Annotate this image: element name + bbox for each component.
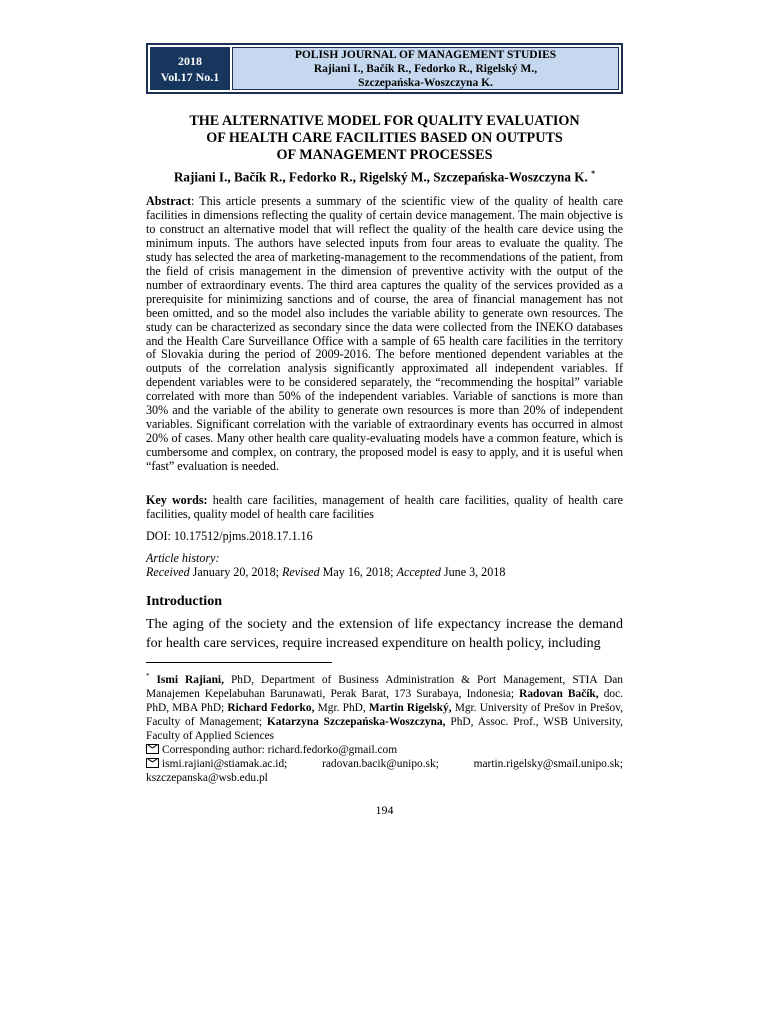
keywords — [146, 494, 623, 522]
abstract-label: Abstract — [146, 194, 192, 208]
journal-header — [146, 43, 623, 94]
journal-info-box — [232, 47, 619, 90]
title-line-2: OF HEALTH CARE FACILITIES BASED ON OUTPUTS — [206, 130, 563, 146]
footnote-author-1: Ismi Rajiani, — [156, 673, 224, 686]
header-authors-line2: Szczepańska-Woszczyna K. — [358, 76, 493, 89]
received-label: Received — [146, 564, 190, 579]
footnote-author-5: Katarzyna Szczepańska-Woszczyna, — [266, 715, 446, 728]
article-history — [146, 552, 623, 580]
introduction-heading: Introduction — [146, 594, 222, 609]
accepted-date: June 3, 2018 — [440, 564, 506, 579]
author-emails: ismi.rajiani@stiamak.ac.id; radovan.bacik@unipo.sk; martin.rigelsky@smail.unipo.sk; kszczepanska@wsb.edu.pl — [146, 757, 623, 784]
footnote-author-2-info: doc. PhD, MBA PhD; — [146, 687, 623, 714]
keywords-label: Key words: — [146, 493, 208, 507]
introduction-text: The aging of the society and the extension of life expectancy increase the demand for health care services, require increased expenditure on health policy, including — [146, 617, 623, 651]
page-number: 194 — [375, 803, 394, 817]
paper-title — [146, 113, 623, 164]
history-label: Article history: — [146, 551, 220, 565]
envelope-icon — [146, 744, 159, 754]
envelope-icon — [146, 758, 159, 768]
title-line-1: THE ALTERNATIVE MODEL FOR QUALITY EVALUATION — [189, 113, 580, 129]
abstract — [146, 195, 623, 474]
history-separator: ; — [390, 564, 397, 579]
author-footnote-mark: * — [591, 169, 596, 178]
accepted-label: Accepted — [396, 564, 441, 579]
issue-volume: Vol.17 No.1 — [160, 69, 220, 84]
footnote-mark: * — [146, 672, 150, 680]
footnote-author-4: Martin Rigelský, — [368, 701, 452, 714]
revised-label: Revised — [282, 564, 320, 579]
footnote-author-4-info: Mgr. University of Prešov in Prešov, Faculty of Management; — [146, 701, 623, 728]
corresponding-author: Corresponding author: richard.fedorko@gmail.com — [162, 743, 398, 756]
author-names: Rajiani I., Bačík R., Fedorko R., Rigelský M., Szczepańska-Woszczyna K. — [173, 169, 588, 185]
footnote-author-3: Richard Fedorko, — [227, 701, 315, 714]
title-line-3: OF MANAGEMENT PROCESSES — [276, 147, 493, 163]
revised-date: May 16, 2018 — [319, 564, 391, 579]
author-footnote — [146, 669, 623, 785]
author-list — [146, 169, 623, 185]
keywords-text: health care facilities, management of health care facilities, quality of health care facilities, quality model of health care facilities — [146, 493, 623, 521]
issue-box — [150, 47, 230, 90]
received-date: January 20, 2018; — [189, 564, 283, 579]
footnote-author-5-info: PhD, Assoc. Prof., WSB University, Faculty of Applied Sciences — [146, 715, 624, 742]
footnote-author-2: Radovan Bačík, — [519, 687, 599, 700]
doi: DOI: 10.17512/pjms.2018.17.1.16 — [146, 529, 313, 543]
journal-name: POLISH JOURNAL OF MANAGEMENT STUDIES — [294, 48, 557, 61]
issue-year: 2018 — [178, 53, 202, 68]
footnote-author-1-info: PhD, Department of Business Administration & Port Management, STIA Dan Manajemen Kepelabuhan Barunawati, Perak Barat, 173 Surabaya, Indonesia; — [146, 673, 623, 700]
footnote-author-3-info: Mgr. PhD, — [314, 701, 369, 714]
footnote-divider — [146, 662, 332, 663]
abstract-text: : This article presents a summary of the scientific view of the quality of health care facilities in dimensions reflecting the quality of certain device management. The main objective is to construct an alternative model that will reflect the quality of the health care device using the minimum inputs. The authors have selected inputs from four areas to evaluate the quality. The study has selected the area of marketing-management to the recommendations of the patient, from the field of crisis management in the dimension of preventive activity with the output of the number of extraordinary events. The third area captures the quality of the services provided as a prerequisite for minimizing sanctions and of course, the area of financial management has not been omitted, and so the model also includes the variable ability to generate own resources. The study can be characterized as secondary since the data were collected from the INEKO databases and the Health Care Surveillance Office with a sample of 65 health care facilities in the territory of Slovakia during the period of 2009-2016. The before mentioned dependent variables at the outputs of the correlation analysis significantly approximated all independent variables. If dependent variables were to be considered separately, the “recommending the hospital” variable correlated with more than 50% of the independent variables. Variable of sanctions is more than 30% and the variable of the ability to generate own resources is more than 20% of independent variables. Significant correlation with the variable of extraordinary events has occurred in almost 20% of cases. Many other health care quality-evaluating models have a common feature, which is cumbersome and complex, on contrary, the proposed model is easy to apply, and it is useful when “fast” evaluation is needed. — [146, 194, 623, 474]
header-authors-line1: Rajiani I., Bačík R., Fedorko R., Rigelský M., — [313, 62, 538, 75]
